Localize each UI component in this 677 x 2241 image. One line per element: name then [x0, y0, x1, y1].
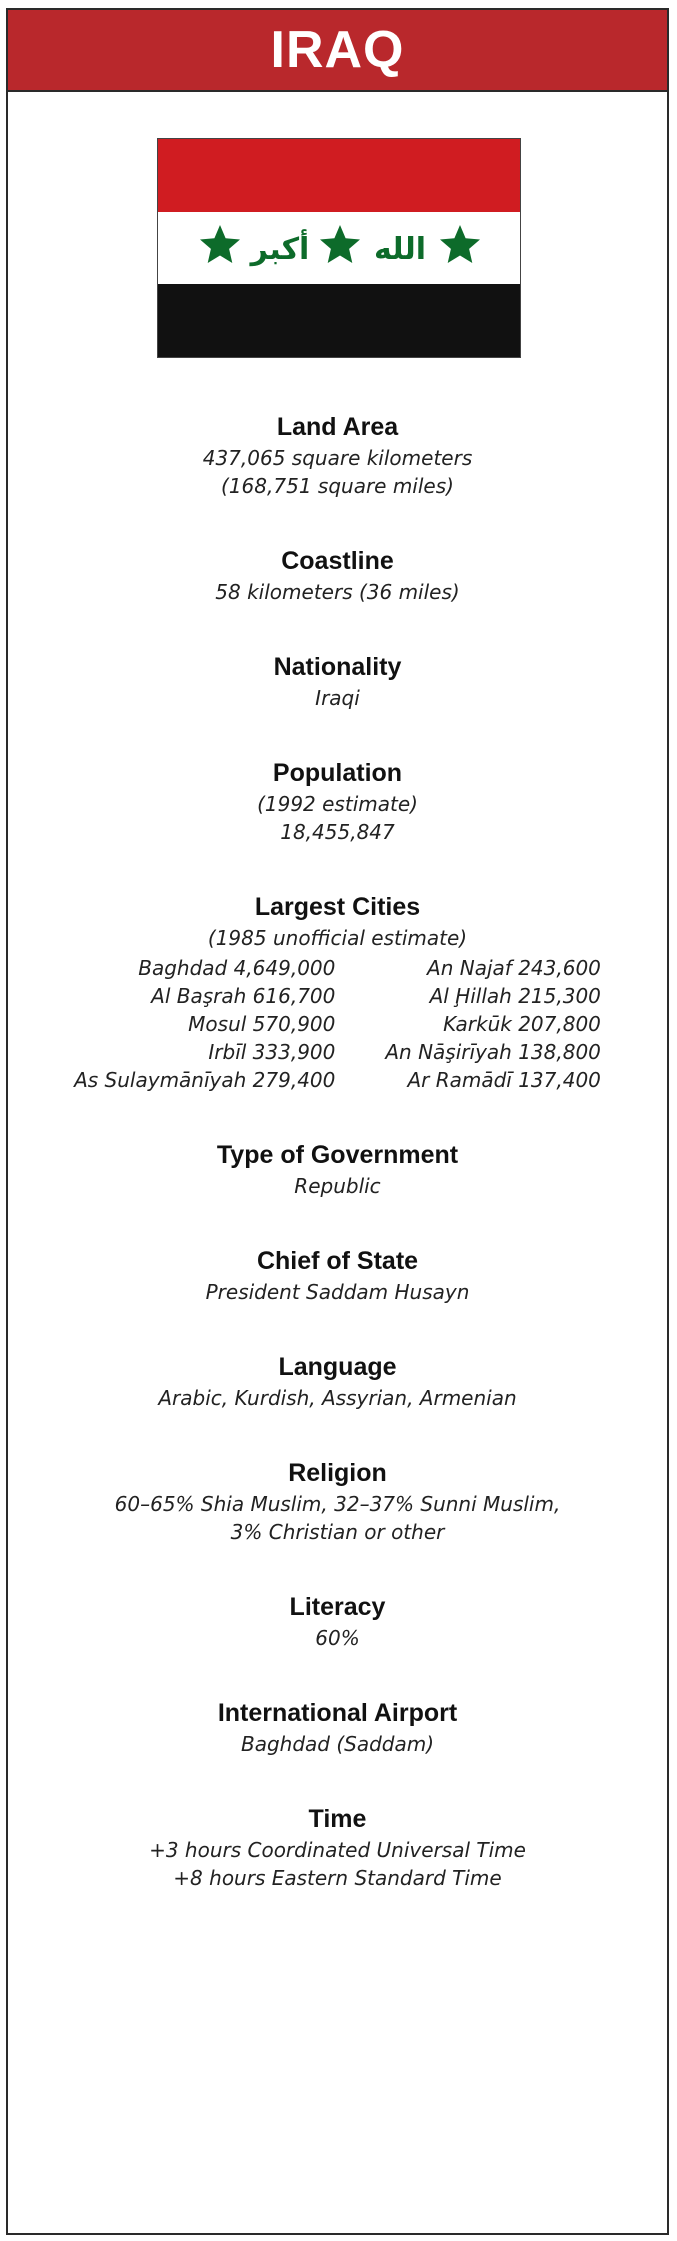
city-item: Irbīl 333,900 [208, 1040, 336, 1064]
airport-value: Baghdad (Saddam) [240, 1732, 435, 1756]
flag-star-2-icon [320, 225, 360, 263]
cities-columns [6, 954, 669, 1094]
city-item: Ar Ramādī 137,400 [407, 1068, 601, 1092]
population-heading: Population [272, 759, 403, 787]
religion-section [6, 1456, 669, 1546]
religion-heading: Religion [288, 1459, 387, 1487]
literacy-section [6, 1590, 669, 1652]
land-area-section [6, 410, 669, 500]
country-title: IRAQ [270, 21, 405, 79]
city-item: Al Başrah 616,700 [151, 984, 336, 1008]
cities-left-column [74, 954, 335, 1094]
title-bar [6, 8, 669, 92]
chief-of-state-heading: Chief of State [256, 1247, 419, 1275]
time-heading: Time [308, 1805, 367, 1833]
nationality-value: Iraqi [315, 686, 360, 710]
flag-image [157, 138, 521, 358]
language-value: Arabic, Kurdish, Assyrian, Armenian [158, 1386, 517, 1410]
largest-cities-section [6, 890, 669, 1094]
government-section [6, 1138, 669, 1200]
land-area-heading: Land Area [276, 413, 399, 441]
government-heading: Type of Government [216, 1141, 459, 1169]
city-item: Al Ḩillah 215,300 [429, 984, 601, 1008]
religion-line-2: 3% Christian or other [230, 1520, 445, 1544]
largest-cities-note: (1985 unofficial estimate) [207, 926, 468, 950]
time-est: +8 hours Eastern Standard Time [173, 1866, 502, 1890]
coastline-heading: Coastline [281, 547, 394, 575]
largest-cities-heading: Largest Cities [254, 893, 421, 921]
city-item: As Sulaymānīyah 279,400 [74, 1068, 336, 1092]
fact-list [6, 410, 669, 1936]
time-section [6, 1802, 669, 1892]
city-item: Karkūk 207,800 [443, 1012, 601, 1036]
nationality-section [6, 650, 669, 712]
religion-line-1: 60–65% Shia Muslim, 32–37% Sunni Muslim, [114, 1492, 561, 1516]
flag-script-right: الله [374, 232, 426, 267]
coastline-section [6, 544, 669, 606]
language-heading: Language [278, 1353, 397, 1381]
flag-emblem [158, 139, 521, 358]
nationality-heading: Nationality [273, 653, 402, 681]
land-area-km: 437,065 square kilometers [202, 446, 473, 470]
airport-heading: International Airport [217, 1699, 458, 1727]
city-item: An Najaf 243,600 [427, 956, 601, 980]
population-section [6, 756, 669, 846]
population-note: (1992 estimate) [257, 792, 418, 816]
literacy-value: 60% [315, 1626, 360, 1650]
government-value: Republic [294, 1174, 381, 1198]
land-area-miles: (168,751 square miles) [221, 474, 454, 498]
chief-of-state-value: President Saddam Husayn [205, 1280, 470, 1304]
chief-of-state-section [6, 1244, 669, 1306]
flag-script-left: أكبر [250, 232, 310, 267]
airport-section [6, 1696, 669, 1758]
time-utc: +3 hours Coordinated Universal Time [149, 1838, 526, 1862]
population-value: 18,455,847 [280, 820, 395, 844]
cities-right-column [385, 954, 601, 1094]
flag-star-1-icon [200, 225, 240, 263]
city-item: An Nāşirīyah 138,800 [385, 1040, 601, 1064]
city-item: Mosul 570,900 [188, 1012, 336, 1036]
literacy-heading: Literacy [289, 1593, 386, 1621]
language-section [6, 1350, 669, 1412]
city-item: Baghdad 4,649,000 [138, 956, 336, 980]
flag-star-3-icon [440, 225, 480, 263]
coastline-value: 58 kilometers (36 miles) [215, 580, 460, 604]
